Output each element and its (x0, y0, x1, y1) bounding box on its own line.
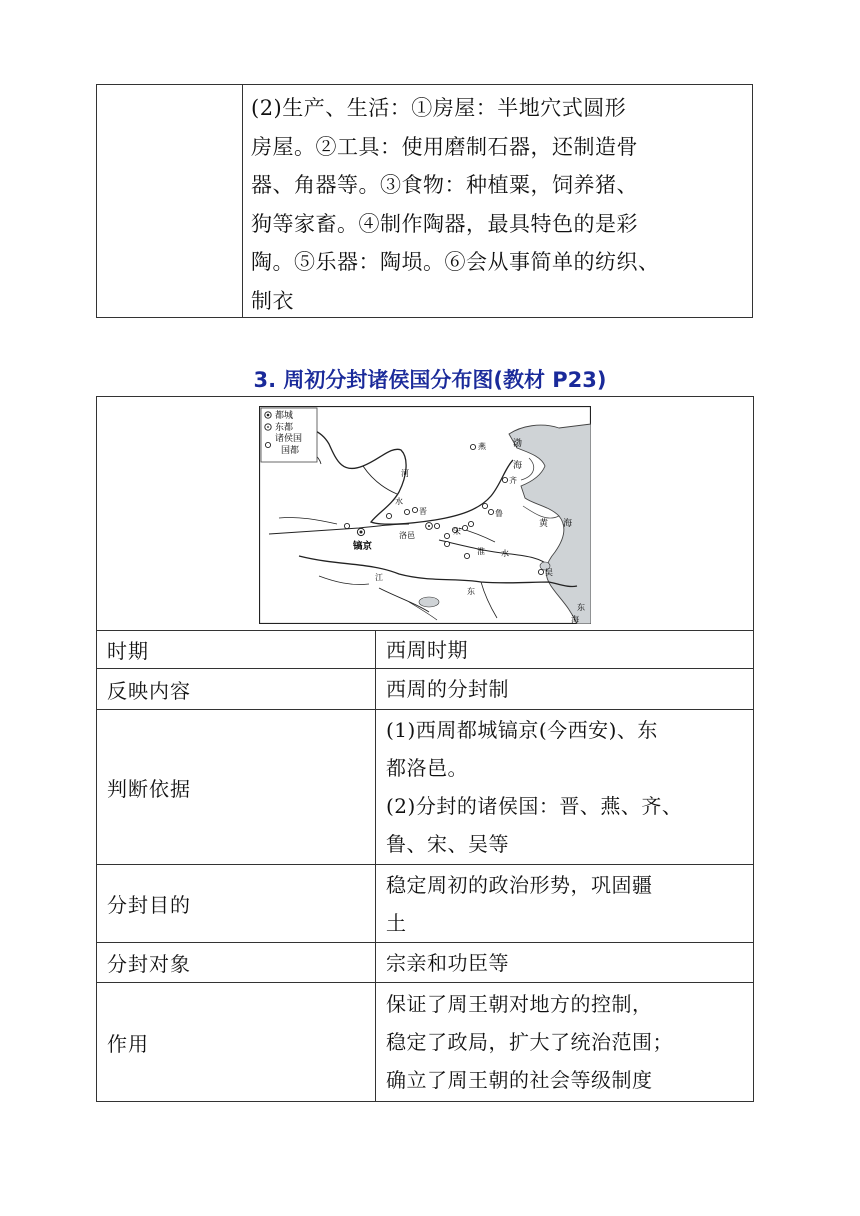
empty-cell (97, 85, 243, 317)
label-hai1: 海 (513, 461, 523, 471)
row-key: 反映内容 (97, 669, 376, 709)
table-row (97, 865, 753, 943)
row-key: 作用 (97, 983, 376, 1101)
row-value: 西周时期 (386, 637, 468, 662)
label-he: 河 (401, 469, 409, 478)
map-analysis-table (96, 396, 754, 1102)
row-key: 分封对象 (97, 943, 376, 982)
section-title: 3. 周初分封诸侯国分布图(教材 P23) (253, 368, 607, 392)
text-line: 房屋。②工具：使用磨制石器，还制造骨 (251, 134, 638, 159)
label-haojing: 镐京 (353, 541, 373, 552)
label-huang: 黄 (539, 519, 549, 529)
text-line: 器、角器等。③食物：种植粟，饲养猪、 (251, 173, 638, 197)
text-line: 陶。⑤乐器：陶埙。⑥会从事简单的纺织、 (251, 250, 660, 274)
label-yan: 燕 (478, 442, 486, 451)
text-line: 狗等家畜。④制作陶器，最具特色的是彩 (251, 211, 638, 236)
row-value: 稳定周初的政治形势，巩固疆 土 (386, 872, 653, 935)
legend-capital: 都城 (275, 411, 294, 421)
table-row (97, 710, 753, 865)
label-dong2: 东 (577, 603, 585, 612)
label-lu: 鲁 (495, 509, 503, 518)
legend-eastern-capital: 东都 (275, 423, 294, 433)
label-song: 宋 (453, 527, 461, 536)
label-huai: 淮 (477, 547, 485, 556)
table-row (97, 983, 753, 1101)
continued-table (96, 84, 753, 318)
text-line: (2)生产、生活：①房屋：半地穴式圆形 (251, 96, 627, 120)
text-line: 制衣 (251, 288, 294, 313)
table-row (97, 943, 753, 983)
label-shui2: 水 (501, 549, 509, 558)
label-jiang: 江 (375, 573, 383, 582)
row-value: (1)西周都城镐京(今西安)、东 都洛邑。 (2)分封的诸侯国：晋、燕、齐、 鲁、宋、吴等 (386, 718, 683, 856)
table-row (97, 669, 753, 710)
row-value: 西周的分封制 (386, 677, 509, 701)
label-jin: 晋 (419, 507, 427, 516)
label-hai3: 海 (571, 615, 579, 624)
map-row (97, 397, 753, 631)
row-value: 宗亲和功臣等 (386, 950, 509, 975)
label-bo: 渤 (513, 439, 523, 449)
legend-vassal-state: 诸侯国 (275, 434, 303, 444)
label-hai2: 海 (563, 519, 573, 529)
legend-state-capital: 国都 (281, 446, 300, 456)
label-luoyi: 洛邑 (399, 531, 415, 540)
row-key: 分封目的 (97, 865, 376, 942)
row-value: 保证了周王朝对地方的控制， 稳定了政局，扩大了统治范围； 确立了周王朝的社会等级制度 (386, 992, 673, 1092)
label-qi: 齐 (509, 476, 517, 485)
production-life-cell (251, 89, 748, 320)
label-wu: 吴 (545, 568, 553, 577)
row-key: 判断依据 (97, 710, 376, 864)
row-key: 时期 (97, 631, 376, 668)
table-row (97, 631, 753, 669)
label-shui1: 水 (395, 497, 403, 506)
zhou-fief-map (259, 406, 591, 624)
label-dong: 东 (467, 587, 475, 596)
